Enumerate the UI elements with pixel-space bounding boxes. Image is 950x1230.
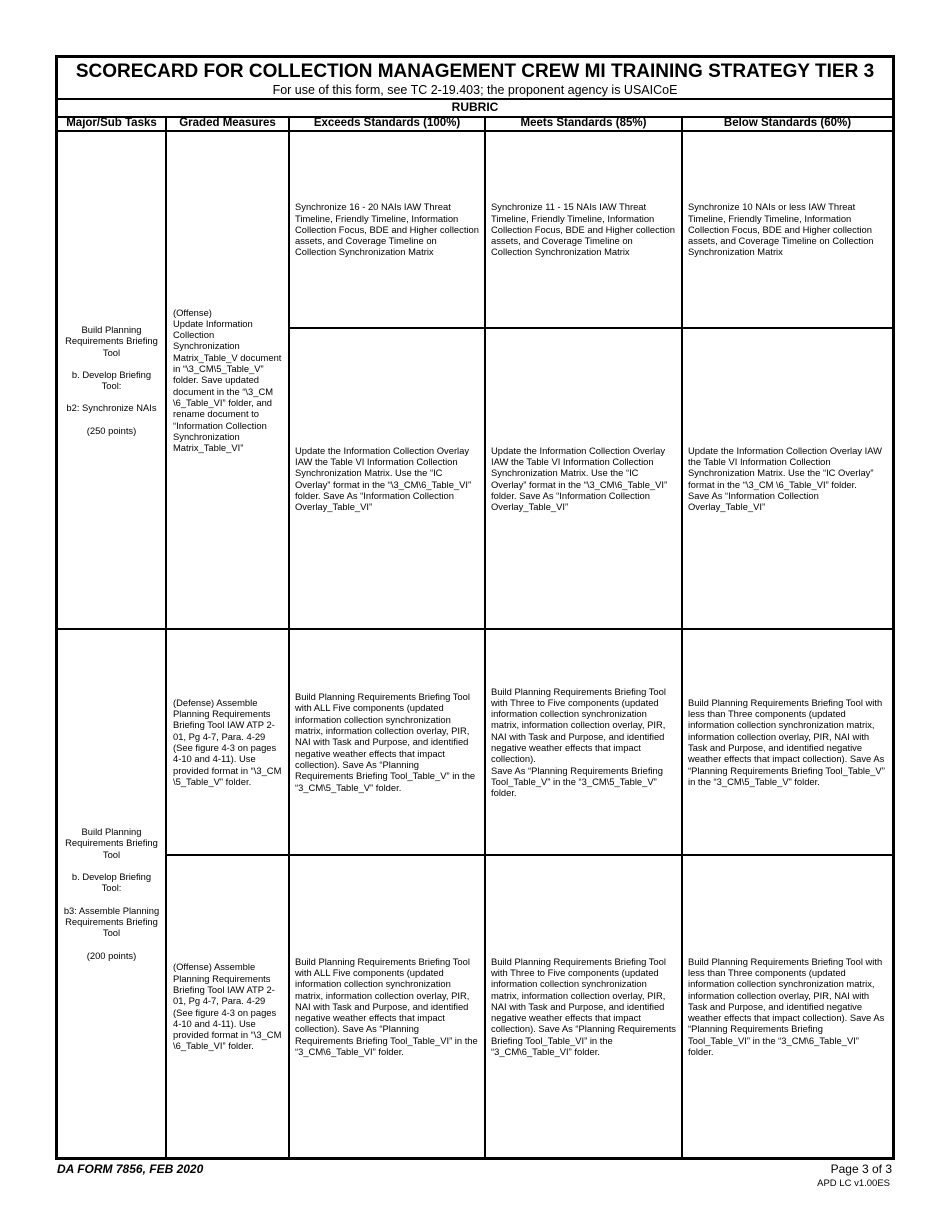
measure-cell (167, 856, 288, 1157)
criteria-text: Synchronize 10 NAIs or less IAW Threat Timeline, Friendly Timeline, Information Collection Focus, BDE and Higher collection assets, and Coverage Timeline on Collection Synchronization Matrix (688, 201, 874, 258)
form-subtitle: For use of this form, see TC 2-19.403; the proponent agency is USAICoE (272, 83, 678, 97)
exceeds-cell (290, 630, 484, 854)
task-subtask: b. Develop Briefing Tool: (71, 368, 152, 392)
task-points: (200 points) (86, 949, 137, 961)
column-header-exceeds: Exceeds Standards (100%) (313, 117, 461, 129)
criteria-text: Build Planning Requirements Briefing Tool with Three to Five components (updated information collection synchronization matrix, information collection overlay, PIR, NAI with Task and Purpose, and identified negative weather effects that impact collection). Save As “Planning Requirements Briefing Tool_Table_V” in the “3_CM\5_Table_V” folder. (491, 685, 666, 799)
form-title: SCORECARD FOR COLLECTION MANAGEMENT CREW MI TRAINING STRATEGY TIER 3 (75, 61, 875, 82)
criteria-text: Update the Information Collection Overlay IAW the Table VI Information Collection Synchronization Matrix. Use the “IC Overlay” format in the “\3_CM\6_Table_VI” folder. Save As “Information Collection Overlay_Table_VI” (491, 444, 668, 513)
below-cell (683, 329, 892, 628)
meets-cell (486, 132, 681, 327)
measure-cell (167, 630, 288, 854)
form-frame (55, 55, 895, 1160)
criteria-text: Build Planning Requirements Briefing Tool with less than Three components (updated information collection synchronization matrix, information collection overlay, PIR, NAI with Task and Purpose, and identified negative weather effects that impact collection). Save As “Planning Requirements Briefing Tool_Table_VI” in the “3_CM\6_Table_VI” folder. (688, 955, 885, 1058)
exceeds-cell (290, 132, 484, 327)
criteria-text: Build Planning Requirements Briefing Tool with ALL Five components (updated information collection synchronization matrix, information collection overlay, PIR, NAI with Task and Purpose, and identified negative weather effects that impact collection). Save As “Planning Requirements Briefing Tool_Table_VI” in the “3_CM\6_Table_VI” folder. (295, 955, 478, 1058)
criteria-text: Synchronize 11 - 15 NAIs IAW Threat Timeline, Friendly Timeline, Information Collection Focus, BDE and Higher collection assets, and Coverage Timeline on Collection Synchronization Matrix (491, 201, 675, 258)
criteria-text: Update the Information Collection Overlay IAW the Table VI Information Collection Synchronization Matrix. Use the “IC Overlay” format in the “\3_CM\6_Table_VI” folder. Save As “Information Collection Overlay_Table_VI” (295, 444, 472, 513)
meets-cell (486, 329, 681, 628)
column-header-meets: Meets Standards (85%) (520, 117, 647, 129)
page-number: Page 3 of 3 (830, 1162, 892, 1176)
column-header-below: Below Standards (60%) (723, 117, 852, 129)
criteria-text: Update the Information Collection Overlay IAW the Table VI Information Collection Synchronization Matrix. Use the “IC Overlay” format in the “\3_CM \6_Table_VI” folder. Save As “Information Collection Overlay_Table_VI” (688, 444, 883, 513)
graded-measure-text: (Defense) Assemble Planning Requirements Briefing Tool IAW ATP 2-01, Pg 4-7, Para. 4-29 (See figure 4-3 on pages 4-10 and 4-11). Use provided format in “\3_CM \5_Table_V” folder. (173, 696, 282, 787)
task-item: b3: Assemble Planning Requirements Briefing Tool (63, 904, 160, 939)
task-cell (58, 132, 165, 628)
exceeds-cell (290, 329, 484, 628)
version-label: APD LC v1.00ES (817, 1178, 890, 1189)
measure-cell (167, 132, 288, 628)
below-cell (683, 630, 892, 854)
criteria-text: Build Planning Requirements Briefing Tool with Three to Five components (updated information collection synchronization matrix, information collection overlay, PIR, NAI with Task and Purpose, and identified negative weather effects that impact collection). Save As “Planning Requirements Briefing Tool_Table_VI” in the “3_CM\6_Table_VI” folder. (491, 955, 676, 1058)
criteria-text: Build Planning Requirements Briefing Tool with less than Three components (updated information collection synchronization matrix, information collection overlay, PIR, NAI with Task and Purpose, and identified negative weather effects that impact collection). Save As “Planning Requirements Briefing Tool_Table_V” in the “3_CM\5_Table_V” folder. (688, 696, 885, 787)
task-cell (58, 630, 165, 1157)
task-title: Build Planning Requirements Briefing Tool (65, 323, 158, 358)
task-subtask: b. Develop Briefing Tool: (71, 871, 152, 894)
rubric-header: RUBRIC (58, 98, 892, 118)
task-points: (250 points) (86, 424, 137, 436)
meets-cell (486, 630, 681, 854)
column-header-measures: Graded Measures (179, 117, 276, 129)
criteria-text: Synchronize 16 - 20 NAIs IAW Threat Timeline, Friendly Timeline, Information Collection Focus, BDE and Higher collection assets, and Coverage Timeline on Collection Synchronization Matrix (295, 201, 479, 258)
form-number: DA FORM 7856, FEB 2020 (57, 1162, 204, 1176)
graded-measure-text: (Offense) Assemble Planning Requirements Briefing Tool IAW ATP 2-01, Pg 4-7, Para. 4-29 (See figure 4-3 on pages 4-10 and 4-11). Use provided format in “\3_CM \6_Table_VI” folder. (173, 961, 282, 1052)
criteria-text: Build Planning Requirements Briefing Tool with ALL Five components (updated information collection synchronization matrix, information collection overlay, PIR, NAI with Task and Purpose, and identified negative weather effects that impact collection). Save As “Planning Requirements Briefing Tool_Table_V” in the “3_CM\5_Table_V” folder. (295, 691, 476, 793)
task-title: Build Planning Requirements Briefing Tool (65, 826, 158, 860)
below-cell (683, 132, 892, 327)
task-item: b2: Synchronize NAIs (66, 402, 157, 414)
meets-cell (486, 856, 681, 1157)
exceeds-cell (290, 856, 484, 1157)
column-header-tasks: Major/Sub Tasks (66, 117, 157, 129)
graded-measure-text: (Offense) Update Information Collection Synchronization Matrix_Table_V document in “\3_CM\5_Table_V” folder. Save updated document in the “\3_CM \6_Table_VI” folder, and rename document to “Information Collection Synchronization Matrix_Table_VI” (173, 306, 282, 454)
below-cell (683, 856, 892, 1157)
